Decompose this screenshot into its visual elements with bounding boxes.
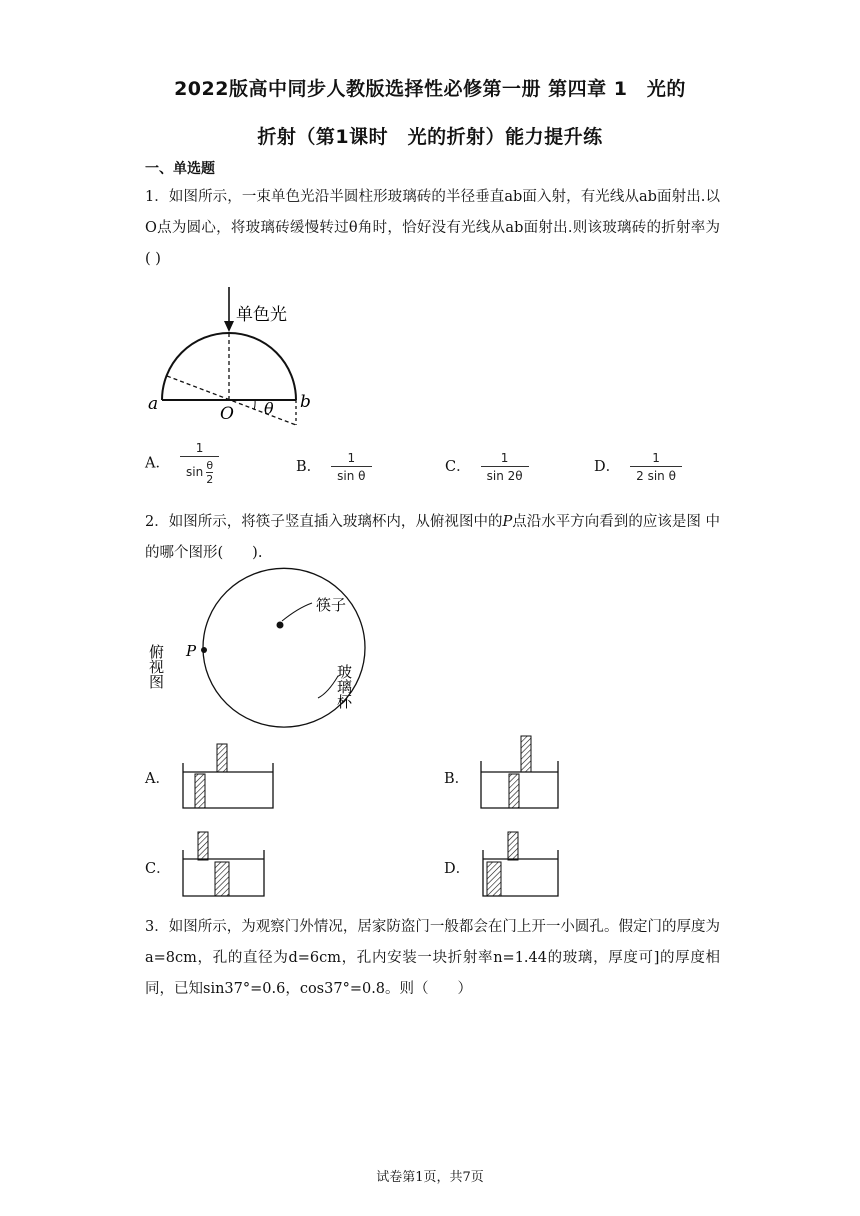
arrow-down-icon xyxy=(224,321,234,332)
q1-option-b[interactable] xyxy=(296,451,372,483)
chopstick-dot xyxy=(277,622,284,629)
q2-option-a-figure[interactable] xyxy=(180,741,280,811)
top-view-label: 俯视图 xyxy=(147,644,165,689)
option-fraction: $\frac{1}{\text{2 sin θ}}$ xyxy=(630,451,682,483)
q2-figure xyxy=(147,588,370,723)
q2-option-c-figure[interactable] xyxy=(180,829,280,899)
label-a: a xyxy=(148,394,159,414)
q2-option-d-label[interactable]: D． xyxy=(444,861,471,877)
chopstick-label: 筷子 xyxy=(316,596,347,614)
light-label: 单色光 xyxy=(236,305,287,325)
option-letter: D． xyxy=(594,459,621,475)
label-b: b xyxy=(300,392,311,412)
q2-option-d-figure[interactable] xyxy=(480,829,580,899)
label-theta: θ xyxy=(264,399,274,418)
option-letter: C． xyxy=(445,459,471,475)
option-letter: B． xyxy=(296,459,322,475)
q2-option-a-label[interactable]: A． xyxy=(145,771,170,787)
point-p-dot xyxy=(201,647,207,653)
option-fraction: $\frac{1}{\text{sin θ}}$ xyxy=(331,451,371,483)
q2-text: 2．如图所示，将筷子竖直插入玻璃杯内，从俯视图中的P点沿水平方向看到的应该是图 中的哪个图形( ). xyxy=(145,514,720,561)
glass-label: 玻璃杯 xyxy=(335,664,353,709)
q1-option-a[interactable] xyxy=(145,441,219,486)
doc-title-line2: 折射（第1课时 光的折射）能力提升练 xyxy=(257,126,603,148)
q3-text: 3．如图所示，为观察门外情况，居家防盗门一般都会在门上开一小圆孔。假定门的厚度为a=8cm，孔的直径为d=6cm，孔内安装一块折射率n=1.44的玻璃，厚度可]的厚度相同，已知sin37°=0.6，cos37°=0.8。则（ ） xyxy=(145,919,720,997)
q2-option-b-figure[interactable] xyxy=(478,734,578,812)
doc-title-line1: 2022版高中同步人教版选择性必修第一册 第四章 1 光的 xyxy=(174,78,686,100)
q1-option-d[interactable] xyxy=(594,451,682,483)
point-p-label: P xyxy=(186,642,197,660)
q1-text: 1．如图所示，一束单色光沿半圆柱形玻璃砖的半径垂直ab面入射，有光线从ab面射出.以O点为圆心，将玻璃砖缓慢转过θ角时，恰好没有光线从ab面射出.则该玻璃砖的折射率为 ( ) xyxy=(145,189,720,267)
q1-option-c[interactable] xyxy=(445,451,529,483)
q2-option-c-label[interactable]: C． xyxy=(145,861,171,877)
option-letter: A． xyxy=(145,455,170,472)
q1-figure xyxy=(140,285,330,430)
option-fraction: 1 sin $\frac{\theta}{2}$ xyxy=(180,441,219,486)
q2-option-b-label[interactable]: B． xyxy=(444,771,470,787)
page-footer: 试卷第1页，共7页 xyxy=(376,1170,484,1185)
option-fraction: $\frac{1}{\sin 2\theta}$ xyxy=(481,451,529,483)
section-heading: 一、单选题 xyxy=(145,161,215,177)
label-o: O xyxy=(220,404,234,424)
